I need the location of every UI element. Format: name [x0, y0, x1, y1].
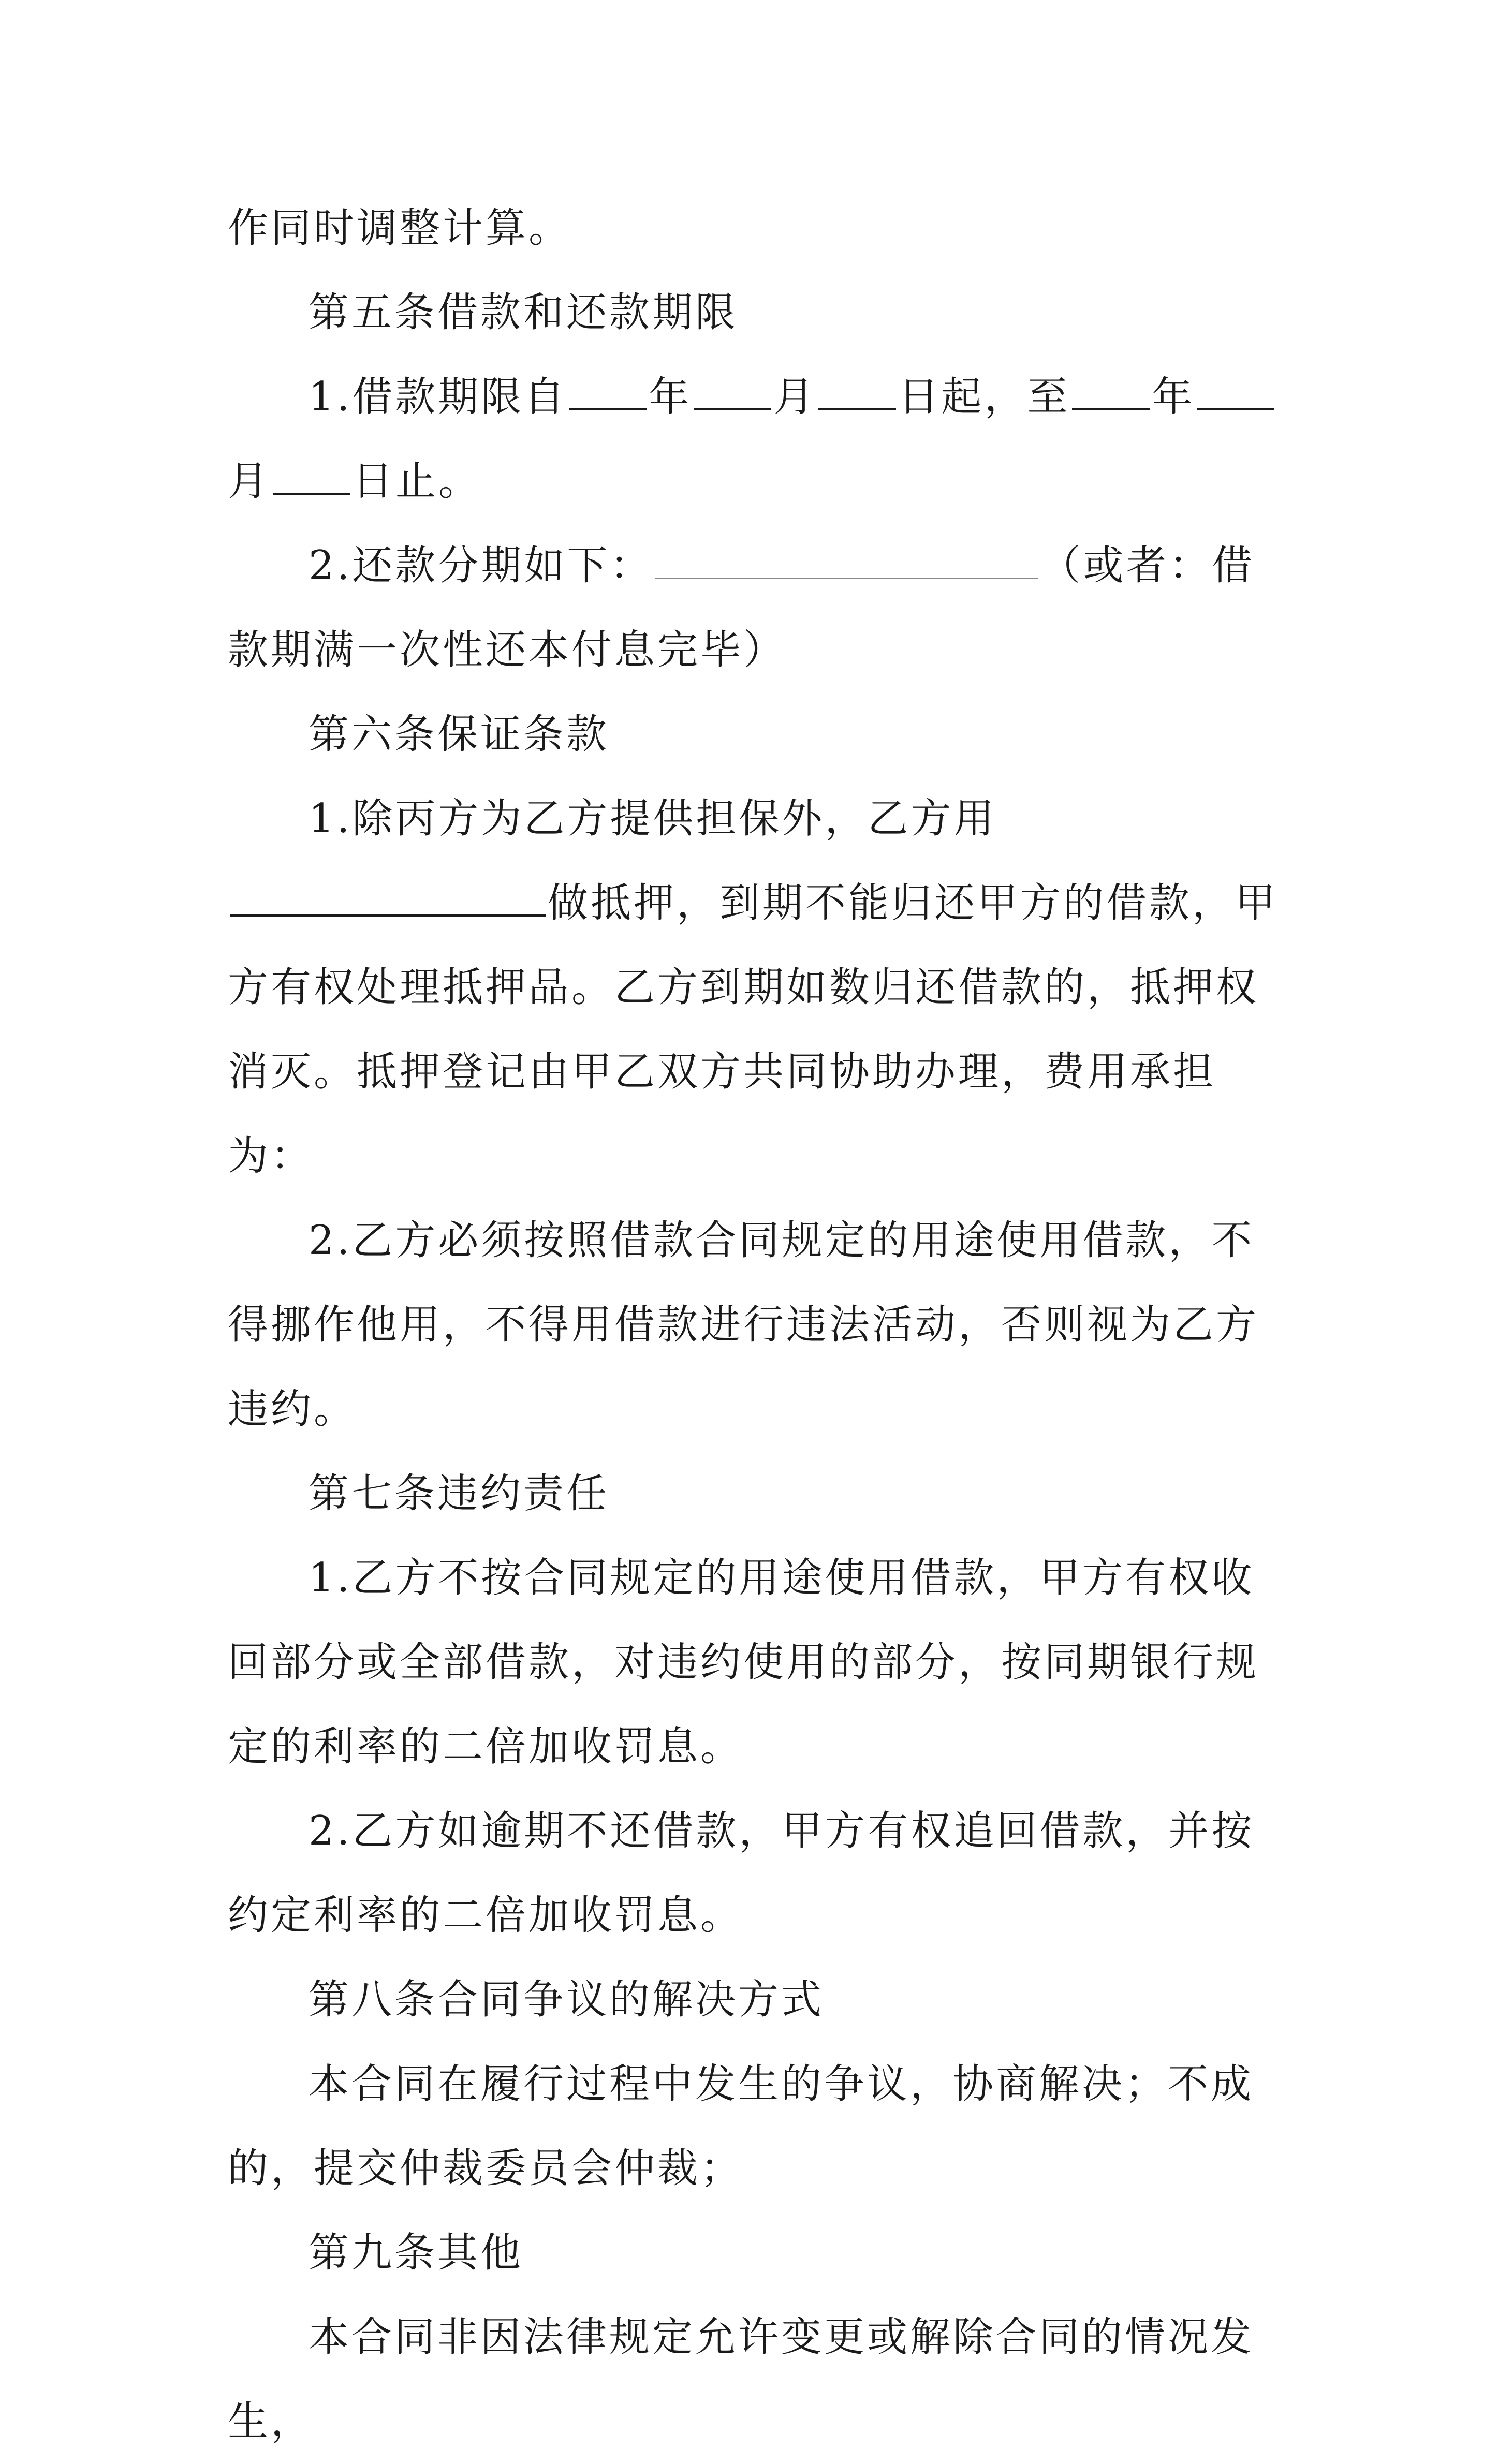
article-6-title-text: 第六条保证条款	[309, 711, 610, 758]
article-7-clause-1	[228, 1536, 1294, 1789]
clause-text: 1.乙方不按合同规定的用途使用借款，甲方有权收回部分或全部借款，对违约使用的部分，按同期银行规定的利率的二倍加收罚息。	[228, 1555, 1259, 1770]
clause-text: 本合同在履行过程中发生的争议，协商解决；不成的，提交仲裁委员会仲裁；	[228, 2061, 1254, 2192]
article-5-clause-1	[228, 355, 1294, 524]
clause-text: 2.还款分期如下：	[309, 542, 653, 589]
article-9-title	[228, 2211, 1294, 2295]
blank-line	[273, 459, 350, 495]
article-9-title-text: 第九条其他	[309, 2230, 524, 2276]
contract-body	[228, 186, 1294, 2464]
blank-line	[1197, 374, 1274, 410]
article-9-body	[228, 2295, 1294, 2464]
clause-text: 年	[649, 374, 692, 420]
clause-text: 日止。	[353, 458, 482, 505]
article-7-title-text: 第七条违约责任	[309, 1470, 610, 1517]
blank-line	[1072, 374, 1150, 410]
article-5-title	[228, 271, 1294, 355]
clause-text: 年	[1152, 374, 1195, 420]
clause-text: 2.乙方必须按照借款合同规定的用途使用借款，不得挪作他用，不得用借款进行违法活动，否则视为乙方违约。	[228, 1217, 1259, 1433]
blank-line	[569, 374, 647, 410]
clause-text: 1.借款期限自	[309, 374, 567, 420]
blank-line	[818, 374, 896, 410]
clause-text: 2.乙方如逾期不还借款，甲方有权追回借款，并按约定利率的二倍加收罚息。	[228, 1808, 1255, 1939]
clause-text: 本合同非因法律规定允许变更或解除合同的情况发生，	[228, 2314, 1254, 2445]
continued-line	[228, 186, 1294, 271]
article-5-title-text: 第五条借款和还款期限	[309, 289, 739, 336]
article-6-title	[228, 692, 1294, 777]
article-5-clause-2	[228, 524, 1294, 692]
clause-text: 月	[773, 374, 817, 420]
article-8-body	[228, 2042, 1294, 2211]
blank-line	[230, 880, 546, 917]
blank-line	[655, 543, 1038, 579]
clause-text: 日起，至	[898, 374, 1070, 420]
blank-line	[694, 374, 771, 410]
article-8-title-text: 第八条合同争议的解决方式	[309, 1976, 825, 2023]
article-7-title	[228, 1452, 1294, 1536]
article-6-clause-2	[228, 1199, 1294, 1452]
article-6-clause-1	[228, 777, 1294, 1199]
clause-text: 月	[228, 458, 271, 505]
clause-text: 做抵押，到期不能归还甲方的借款，甲方有权处理抵押品。乙方到期如数归还借款的，抵押权消灭。抵押登记由甲乙双方共同协助办理，费用承担为：	[228, 880, 1279, 1179]
clause-text: （或者：借款期满一次性还本付息完毕）	[228, 542, 1255, 673]
continued-text: 作同时调整计算。	[228, 205, 572, 252]
article-8-title	[228, 1958, 1294, 2042]
clause-text: 1.除丙方为乙方提供担保外，乙方用	[309, 795, 997, 842]
article-7-clause-2	[228, 1789, 1294, 1958]
